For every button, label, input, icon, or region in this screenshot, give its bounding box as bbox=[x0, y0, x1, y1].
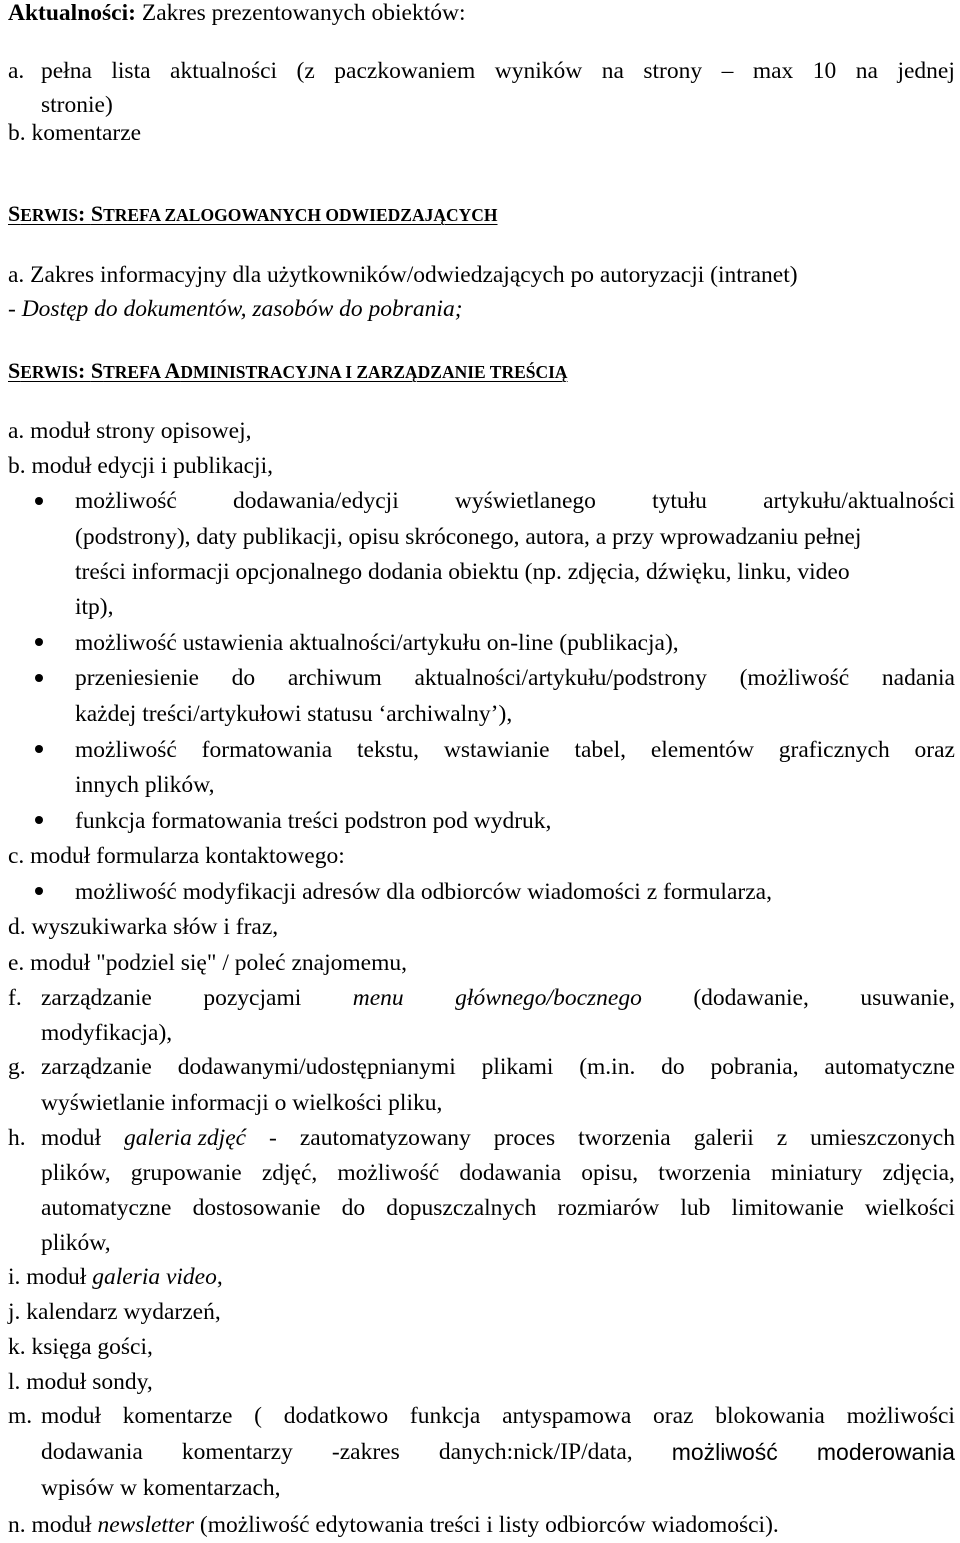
word: możliwość bbox=[337, 1160, 440, 1186]
list-item-g-line1 bbox=[41, 1056, 955, 1080]
word: tabel, bbox=[574, 737, 626, 763]
word: przeniesienie bbox=[75, 665, 199, 691]
word: do bbox=[661, 1054, 685, 1080]
word: – bbox=[721, 58, 734, 84]
word: zdjęć, bbox=[261, 1160, 318, 1186]
bullet4-line2: innych plików, bbox=[75, 772, 215, 798]
bullet-icon bbox=[35, 816, 43, 824]
list-item-b: b. komentarze bbox=[8, 120, 142, 146]
word: lub bbox=[680, 1195, 711, 1221]
bullet1-line4: itp), bbox=[75, 594, 114, 620]
word: do bbox=[231, 665, 256, 691]
word: artykułu/aktualności bbox=[763, 488, 955, 514]
word: dostosowanie bbox=[192, 1195, 321, 1221]
bullet1-line3: treści informacji opcjonalnego dodania obiektu (np. zdjęcia, dźwięku, linku, video bbox=[75, 559, 850, 585]
list-item-f-line2: modyfikacja), bbox=[41, 1020, 173, 1046]
list-item-m-line3: wpisów w komentarzach, bbox=[41, 1475, 281, 1501]
list-item-m-line1 bbox=[41, 1405, 955, 1429]
list-item-h-line1: moduł galeria zdjęć - zautomatyzowany proces tworzenia galerii z umieszczonych bbox=[41, 1125, 955, 1151]
bullet-icon bbox=[35, 674, 43, 682]
list-item-i: i. moduł galeria video, bbox=[8, 1264, 223, 1290]
list-item-a-line2: stronie) bbox=[41, 92, 113, 118]
bullet-icon bbox=[35, 497, 43, 505]
word: dopuszczalnych bbox=[386, 1195, 537, 1221]
word: dodawanymi/udostępnianymi bbox=[177, 1054, 456, 1080]
list-item-h-label: h. bbox=[8, 1125, 26, 1151]
list-item-a-intranet: a. Zakres informacyjny dla użytkowników/odwiedzających po autoryzacji (intranet) bbox=[8, 262, 798, 288]
word: aktualności/artykułu/podstrony bbox=[414, 665, 707, 691]
word: zdjęcia, bbox=[882, 1160, 955, 1186]
bullet3-line1 bbox=[75, 667, 955, 691]
section-title-rest: Zakres prezentowanych obiektów: bbox=[135, 0, 466, 26]
word: komentarze bbox=[122, 1403, 233, 1429]
word: (możliwość bbox=[739, 665, 850, 691]
section-title-bold: Aktualności: bbox=[8, 0, 136, 26]
list-item-a-line1 bbox=[41, 60, 955, 84]
list-item-h-line3 bbox=[41, 1197, 955, 1221]
list-item-k: k. księga gości, bbox=[8, 1334, 153, 1360]
word: pełna bbox=[41, 58, 92, 84]
word: wyników bbox=[494, 58, 583, 84]
word: opisu, bbox=[581, 1160, 639, 1186]
word: dodawania/edycji bbox=[233, 488, 399, 514]
word: 10 bbox=[812, 58, 837, 84]
word: limitowanie bbox=[731, 1195, 844, 1221]
word: plikami bbox=[481, 1054, 554, 1080]
word: dodatkowo bbox=[283, 1403, 389, 1429]
word: wyświetlanego bbox=[454, 488, 596, 514]
word: tytułu bbox=[652, 488, 707, 514]
word: do bbox=[341, 1195, 366, 1221]
word: zarządzanie bbox=[41, 1054, 152, 1080]
list-item-m-label: m. bbox=[8, 1403, 33, 1429]
word: miniatury bbox=[771, 1160, 863, 1186]
word: rozmiarów bbox=[557, 1195, 660, 1221]
section-heading-logged-zone: SERWIS: STREFA ZALOGOWANYCH ODWIEDZAJĄCYCH bbox=[8, 201, 498, 226]
list-item-m-line2: dodawania komentarzy -zakres danych:nick/IP/data, możliwość moderowania bbox=[41, 1439, 955, 1465]
word: dodawania bbox=[459, 1160, 562, 1186]
bullet2: możliwość ustawienia aktualności/artykułu on-line (publikacja), bbox=[75, 630, 679, 656]
word: strony bbox=[643, 58, 703, 84]
list-item-j: j. kalendarz wydarzeń, bbox=[8, 1299, 221, 1325]
word: funkcja bbox=[409, 1403, 481, 1429]
word: automatyczne bbox=[41, 1195, 172, 1221]
word: automatyczne bbox=[824, 1054, 955, 1080]
bullet-icon bbox=[35, 638, 43, 646]
list-item-a-sub: - Dostęp do dokumentów, zasobów do pobrania; bbox=[8, 296, 463, 322]
word: aktualności bbox=[170, 58, 278, 84]
list-item-a-module: a. moduł strony opisowej, bbox=[8, 418, 252, 444]
bullet1-line1 bbox=[75, 490, 955, 514]
bullet-c1: możliwość modyfikacji adresów dla odbiorców wiadomości z formularza, bbox=[75, 879, 772, 905]
list-item-e: e. moduł "podziel się" / poleć znajomemu, bbox=[8, 950, 407, 976]
list-item-c: c. moduł formularza kontaktowego: bbox=[8, 843, 345, 869]
word: na bbox=[601, 58, 624, 84]
word: (m.in. bbox=[579, 1054, 636, 1080]
bullet-icon bbox=[35, 887, 43, 895]
word: lista bbox=[111, 58, 151, 84]
bullet4-line1 bbox=[75, 739, 955, 763]
section-heading-admin-zone: SERWIS: STREFA ADMINISTRACYJNA I ZARZĄDZANIE TREŚCIĄ bbox=[8, 358, 568, 383]
word: możliwość bbox=[75, 737, 177, 763]
word: graficznych bbox=[778, 737, 890, 763]
list-item-f-label: f. bbox=[8, 985, 22, 1011]
word: wstawianie bbox=[443, 737, 550, 763]
word: nadania bbox=[881, 665, 955, 691]
word: tekstu, bbox=[357, 737, 420, 763]
bullet1-line2: (podstrony), daty publikacji, opisu skróconego, autora, a przy wprowadzaniu pełnej bbox=[75, 524, 862, 550]
section-title bbox=[8, 2, 466, 26]
word: wielkości bbox=[864, 1195, 955, 1221]
bullet3-line2: każdej treści/artykułowi statusu ‘archiwalny’), bbox=[75, 701, 513, 727]
word: pobrania, bbox=[710, 1054, 799, 1080]
list-item-g-line2: wyświetlanie informacji o wielkości pliku, bbox=[41, 1090, 443, 1116]
word: grupowanie bbox=[130, 1160, 242, 1186]
word: paczkowaniem bbox=[334, 58, 476, 84]
word: ( bbox=[254, 1403, 262, 1429]
word: moduł bbox=[41, 1403, 102, 1429]
list-item-l: l. moduł sondy, bbox=[8, 1369, 153, 1395]
list-item-label: a. bbox=[8, 58, 25, 84]
word: formatowania bbox=[201, 737, 333, 763]
word: antyspamowa bbox=[502, 1403, 632, 1429]
word: blokowania bbox=[715, 1403, 825, 1429]
word: elementów bbox=[650, 737, 754, 763]
word: tworzenia bbox=[658, 1160, 751, 1186]
bullet5: funkcja formatowania treści podstron pod wydruk, bbox=[75, 808, 552, 834]
word: archiwum bbox=[287, 665, 382, 691]
word: jednej bbox=[897, 58, 955, 84]
word: możliwość bbox=[75, 488, 177, 514]
list-item-f-line1: zarządzanie pozycjami menu głównego/bocznego (dodawanie, usuwanie, bbox=[41, 985, 955, 1011]
word: max bbox=[752, 58, 794, 84]
list-item-g-label: g. bbox=[8, 1054, 26, 1080]
word: plików, bbox=[41, 1160, 111, 1186]
list-item-b-module: b. moduł edycji i publikacji, bbox=[8, 453, 273, 479]
bullet-icon bbox=[35, 745, 43, 753]
word: na bbox=[855, 58, 878, 84]
word: możliwości bbox=[846, 1403, 955, 1429]
list-item-h-line2 bbox=[41, 1162, 955, 1186]
list-item-d: d. wyszukiwarka słów i fraz, bbox=[8, 914, 279, 940]
word: oraz bbox=[653, 1403, 694, 1429]
list-item-h-line4: plików, bbox=[41, 1230, 111, 1256]
word: oraz bbox=[914, 737, 955, 763]
list-item-n: n. moduł newsletter (możliwość edytowania treści i listy odbiorców wiadomości). bbox=[8, 1512, 779, 1538]
word: (z bbox=[296, 58, 315, 84]
